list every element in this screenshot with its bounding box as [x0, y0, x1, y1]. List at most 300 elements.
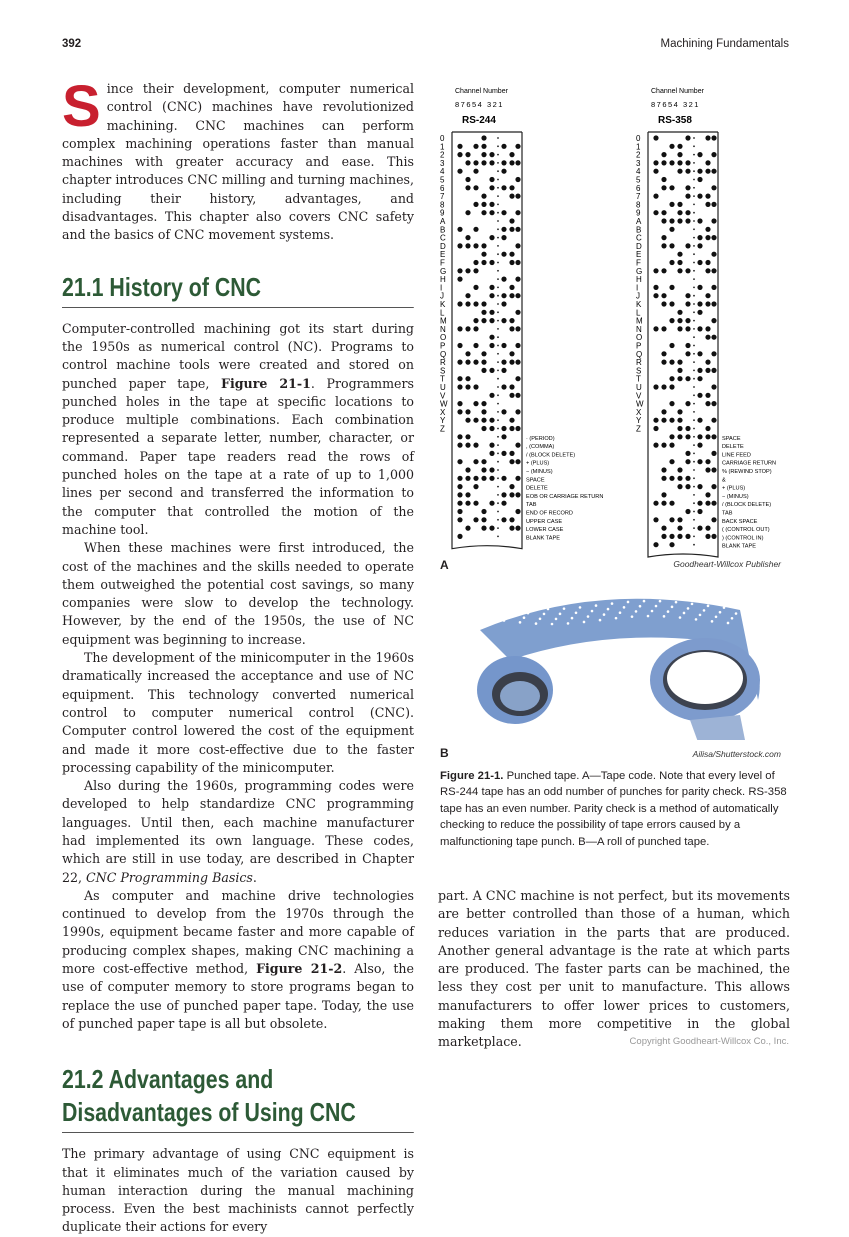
sprocket-hole [497, 477, 499, 479]
punch-hole [489, 185, 494, 190]
punch-hole [711, 434, 716, 439]
photo-hole [563, 607, 566, 610]
sprocket-hole [693, 394, 695, 396]
row-char-label: 4 [440, 167, 445, 177]
symbol-label: SPACE [722, 435, 741, 442]
punch-hole [677, 152, 682, 157]
punch-hole [465, 210, 470, 215]
punch-hole [457, 268, 462, 273]
punch-hole [457, 376, 462, 381]
punch-hole [501, 277, 506, 282]
punch-hole [465, 526, 470, 531]
punch-hole [473, 459, 478, 464]
punch-hole [711, 501, 716, 506]
punch-hole [711, 218, 716, 223]
punch-hole [669, 534, 674, 539]
photo-hole [715, 616, 718, 619]
punch-hole [711, 467, 716, 472]
row-char-label: B [440, 225, 446, 235]
punch-hole [705, 235, 710, 240]
punch-hole [489, 393, 494, 398]
punch-hole [501, 210, 506, 215]
punch-hole [501, 409, 506, 414]
punch-hole [481, 509, 486, 514]
punch-hole [685, 351, 690, 356]
punch-hole [697, 393, 702, 398]
punch-hole [501, 492, 506, 497]
punch-hole [457, 492, 462, 497]
row-char-label: A [636, 217, 642, 226]
punch-hole [489, 310, 494, 315]
punch-hole [457, 409, 462, 414]
sprocket-hole [693, 419, 695, 421]
symbol-label: / (BLOCK DELETE) [526, 452, 576, 459]
punch-hole [669, 144, 674, 149]
punch-hole [465, 418, 470, 423]
row-char-label: I [636, 283, 639, 293]
sprocket-hole [693, 170, 695, 172]
row-char-label: F [440, 258, 445, 268]
paragraph: As computer and machine drive technologies continued to develop from the 1970s through the 1990s, equipment became faster and more capable of producing complex shapes, making CNC machining a more cost-effective method, Figure 21-2. Also, the use of computer memory to store programs began to replace the use of punched paper tape. Today, the use of punched paper tape is all but obsolete. [62, 887, 414, 1031]
punch-hole [509, 459, 514, 464]
punch-hole [677, 252, 682, 257]
symbol-label: LOWER CASE [526, 527, 564, 534]
punch-hole [711, 152, 716, 157]
punch-hole [661, 418, 666, 423]
punch-hole [685, 318, 690, 323]
punch-hole [515, 360, 520, 365]
punch-hole [661, 326, 666, 331]
punch-hole [481, 360, 486, 365]
punch-hole [509, 351, 514, 356]
punch-hole [481, 467, 486, 472]
row-char-label: Z [440, 424, 445, 434]
punch-hole [711, 169, 716, 174]
photo-hole [711, 620, 714, 623]
sprocket-hole [693, 527, 695, 529]
symbol-label: BACK SPACE [722, 518, 758, 525]
row-char-label: Z [636, 424, 641, 434]
punch-hole [481, 368, 486, 373]
punch-hole [501, 360, 506, 365]
row-char-label: X [636, 407, 642, 417]
punch-hole [501, 384, 506, 389]
sprocket-hole [497, 494, 499, 496]
punch-hole [653, 384, 658, 389]
punch-hole [465, 152, 470, 157]
punch-hole [685, 243, 690, 248]
punch-hole [501, 343, 506, 348]
punch-hole [705, 492, 710, 497]
punch-hole [669, 218, 674, 223]
punch-hole [669, 376, 674, 381]
punch-hole [509, 152, 514, 157]
punch-hole [711, 285, 716, 290]
photo-hole [631, 615, 634, 618]
punch-hole [677, 426, 682, 431]
photo-hole [635, 610, 638, 613]
sprocket-hole [693, 428, 695, 430]
punch-hole [509, 227, 514, 232]
sprocket-hole [497, 378, 499, 380]
sprocket-hole [497, 486, 499, 488]
punch-hole [661, 152, 666, 157]
punch-hole [473, 301, 478, 306]
symbol-label: DELETE [526, 485, 548, 492]
punch-hole [509, 252, 514, 257]
punch-hole [711, 301, 716, 306]
photo-hole [551, 623, 554, 626]
punch-hole [481, 301, 486, 306]
row-char-label: E [636, 250, 642, 260]
row-char-label: 3 [636, 158, 641, 168]
punch-hole [697, 443, 702, 448]
sprocket-hole [693, 536, 695, 538]
tape-name: RS-358 [658, 115, 692, 126]
punch-hole [501, 293, 506, 298]
punch-hole [489, 318, 494, 323]
sprocket-hole [497, 394, 499, 396]
punch-hole [489, 177, 494, 182]
punch-hole [711, 368, 716, 373]
punch-hole [677, 210, 682, 215]
punch-hole [481, 194, 486, 199]
punch-hole [711, 185, 716, 190]
photo-hole [703, 609, 706, 612]
punch-hole [697, 235, 702, 240]
punch-hole [481, 310, 486, 315]
punch-hole [457, 343, 462, 348]
punch-hole [457, 443, 462, 448]
punch-hole [509, 260, 514, 265]
symbol-label: BLANK TAPE [722, 543, 756, 550]
row-char-label: W [636, 399, 644, 409]
punch-hole [473, 443, 478, 448]
sprocket-hole [693, 262, 695, 264]
punch-hole [481, 351, 486, 356]
sprocket-hole [497, 370, 499, 372]
punch-hole [661, 492, 666, 497]
punch-hole [697, 526, 702, 531]
punch-hole [481, 476, 486, 481]
symbol-label: ) (CONTROL IN) [722, 535, 764, 542]
row-char-label: 9 [440, 208, 445, 218]
sprocket-hole [693, 411, 695, 413]
paragraph: The primary advantage of using CNC equipment is that it eliminates much of the variation caused by human interaction during the manual machining process. Even the best machinists cannot perfectly duplicate their actions for every [62, 1146, 414, 1235]
punch-hole [489, 260, 494, 265]
sprocket-hole [497, 278, 499, 280]
punch-hole [677, 144, 682, 149]
punch-hole [481, 401, 486, 406]
paragraph: Computer-controlled machining got its start during the 1950s as numerical control (NC). Programs to control machine tools were created and stored on punched paper tape, Figure 21-1. Programmers punched holes in the tape at specific locations to produce multiple combinations. Each combination represented a separate letter, number, character, or command. Paper tape readers read the rows of punched holes on the tape at a rate of up to 1,000 lines per second and transferred the information to the computer that controlled the motion of the machine tool. [62, 320, 414, 537]
punch-hole [509, 492, 514, 497]
punch-hole [697, 152, 702, 157]
sprocket-hole [497, 411, 499, 413]
punch-hole [465, 376, 470, 381]
running-title: Machining Fundamentals [660, 38, 789, 50]
photo-hole [675, 601, 678, 604]
photo-hole [611, 602, 614, 605]
punch-hole [669, 243, 674, 248]
symbol-label: % (REWIND STOP) [722, 469, 772, 475]
punch-hole [457, 476, 462, 481]
symbol-label: & [722, 477, 726, 484]
punch-hole [509, 285, 514, 290]
punch-hole [711, 202, 716, 207]
punch-hole [685, 169, 690, 174]
punch-hole [473, 260, 478, 265]
punch-hole [501, 185, 506, 190]
photo-hole [515, 606, 518, 609]
sprocket-hole [497, 228, 499, 230]
sprocket-hole [497, 536, 499, 538]
photo-hole [531, 607, 534, 610]
punch-hole [465, 492, 470, 497]
punch-hole [457, 243, 462, 248]
punch-hole [705, 326, 710, 331]
punch-hole [705, 401, 710, 406]
sprocket-hole [693, 336, 695, 338]
row-char-label: Q [440, 349, 447, 359]
row-char-label: 2 [440, 150, 445, 160]
punch-hole [677, 268, 682, 273]
row-char-label: O [440, 333, 447, 343]
photo-hole [627, 601, 630, 604]
punch-hole [515, 243, 520, 248]
punch-hole [661, 218, 666, 223]
punch-hole [473, 185, 478, 190]
punch-hole [481, 202, 486, 207]
punch-hole [515, 293, 520, 298]
punch-hole [515, 443, 520, 448]
punch-hole [653, 135, 658, 140]
punch-hole [489, 526, 494, 531]
punch-hole [473, 343, 478, 348]
sprocket-hole [497, 212, 499, 214]
punch-hole [457, 152, 462, 157]
punch-hole [661, 443, 666, 448]
sprocket-hole [693, 228, 695, 230]
photo-hole [663, 615, 666, 618]
row-char-label: 3 [440, 158, 445, 168]
punch-hole [711, 235, 716, 240]
punch-hole [501, 501, 506, 506]
punch-hole [501, 301, 506, 306]
sprocket-hole [693, 511, 695, 513]
row-char-label: E [440, 250, 446, 260]
punch-hole [457, 501, 462, 506]
punch-hole [677, 526, 682, 531]
sprocket-hole [693, 187, 695, 189]
punch-hole [457, 326, 462, 331]
punch-hole [685, 210, 690, 215]
punch-hole [661, 467, 666, 472]
punch-hole [669, 227, 674, 232]
punch-hole [515, 194, 520, 199]
punch-hole [509, 517, 514, 522]
sprocket-hole [693, 519, 695, 521]
sprocket-hole [693, 303, 695, 305]
symbol-label: CARRIAGE RETURN [722, 460, 777, 467]
punch-hole [697, 351, 702, 356]
symbol-label: + (PLUS) [526, 460, 550, 467]
punch-hole [705, 393, 710, 398]
punch-hole [515, 177, 520, 182]
punch-hole [661, 301, 666, 306]
figure-caption: Figure 21-1. Punched tape. A—Tape code. Note that every level of RS-244 tape has an odd number of punches for parity check. RS-358 tape has an even number. Parity check is a method of automatically checking to reduce the possibility of tape errors caused by a malfunctioning tape punch. B—A roll of punched tape. [440, 770, 787, 848]
photo-hole [687, 607, 690, 610]
punch-hole [509, 426, 514, 431]
sprocket-hole [497, 204, 499, 206]
punch-hole [697, 484, 702, 489]
punch-hole [489, 235, 494, 240]
sprocket-hole [693, 461, 695, 463]
row-char-label: U [636, 383, 642, 392]
punch-hole [653, 501, 658, 506]
punch-hole [509, 318, 514, 323]
sprocket-hole [497, 287, 499, 289]
photo-hole [519, 621, 522, 624]
punch-hole [489, 293, 494, 298]
punch-hole [661, 534, 666, 539]
punch-hole [661, 293, 666, 298]
sprocket-hole [497, 237, 499, 239]
sprocket-hole [497, 386, 499, 388]
punch-hole [661, 351, 666, 356]
punch-hole [705, 194, 710, 199]
punch-hole [685, 326, 690, 331]
punch-hole [677, 418, 682, 423]
punch-hole [697, 501, 702, 506]
punch-hole [489, 210, 494, 215]
sprocket-hole [693, 345, 695, 347]
punch-hole [711, 517, 716, 522]
row-char-label: L [440, 308, 445, 318]
punch-hole [481, 144, 486, 149]
photo-hole [571, 617, 574, 620]
punch-hole [515, 426, 520, 431]
photo-hole [699, 614, 702, 617]
punch-hole [677, 260, 682, 265]
punch-hole [677, 434, 682, 439]
row-char-label: R [636, 358, 642, 368]
photo-hole [619, 611, 622, 614]
photo-hole [731, 617, 734, 620]
paragraph: Also during the 1960s, programming codes were developed to help standardize CNC programming languages. Until then, each machine manufacturer had implemented its own language. These codes, which are still in use today, are described in Chapter 22, CNC Programming Basics. [62, 778, 414, 885]
punch-hole [515, 409, 520, 414]
row-char-label: 0 [636, 134, 641, 143]
photo-hole [503, 619, 506, 622]
punch-hole [457, 517, 462, 522]
channel-label: Channel Number [455, 88, 508, 95]
row-char-label: X [440, 407, 446, 417]
punch-hole [685, 218, 690, 223]
row-char-label: K [636, 300, 642, 309]
photo-hole [719, 611, 722, 614]
sprocket-hole [497, 187, 499, 189]
punch-hole [653, 418, 658, 423]
sprocket-hole [693, 154, 695, 156]
punch-hole [473, 160, 478, 165]
punch-hole [705, 501, 710, 506]
punch-hole [515, 492, 520, 497]
row-char-label: 0 [440, 134, 445, 143]
credit-b: Ailisa/Shutterstock.com [692, 749, 781, 759]
sprocket-hole [497, 469, 499, 471]
sprocket-hole [693, 195, 695, 197]
row-char-label: J [440, 291, 444, 301]
punch-hole [473, 243, 478, 248]
sprocket-hole [693, 386, 695, 388]
sprocket-hole [497, 270, 499, 272]
sprocket-hole [497, 511, 499, 513]
symbol-label: BLANK TAPE [526, 535, 560, 542]
punch-hole [669, 318, 674, 323]
punch-hole [677, 218, 682, 223]
sprocket-hole [693, 378, 695, 380]
sprocket-hole [497, 453, 499, 455]
punch-hole [501, 318, 506, 323]
sprocket-hole [693, 245, 695, 247]
punch-hole [685, 185, 690, 190]
punch-hole [501, 252, 506, 257]
row-char-label: 9 [636, 208, 641, 218]
symbol-label: TAB [526, 502, 537, 509]
sprocket-hole [693, 353, 695, 355]
sprocket-hole [693, 212, 695, 214]
photo-hole [507, 615, 510, 618]
punch-hole [685, 451, 690, 456]
punch-hole [711, 484, 716, 489]
symbol-label: · (PERIOD) [526, 435, 555, 442]
punch-hole [677, 476, 682, 481]
punch-hole [711, 268, 716, 273]
sprocket-hole [497, 170, 499, 172]
punch-hole [705, 467, 710, 472]
photo-hole [667, 610, 670, 613]
punch-hole [473, 401, 478, 406]
punch-hole [669, 476, 674, 481]
punch-hole [509, 160, 514, 165]
sprocket-hole [497, 336, 499, 338]
punch-hole [669, 384, 674, 389]
punch-hole [669, 202, 674, 207]
photo-hole [735, 612, 738, 615]
row-char-label: F [636, 258, 641, 268]
row-char-label: 1 [440, 142, 445, 152]
row-char-label: M [636, 316, 643, 326]
punch-hole [457, 434, 462, 439]
punch-hole [473, 326, 478, 331]
punch-hole [465, 326, 470, 331]
photo-hole [511, 610, 514, 613]
punch-hole [711, 318, 716, 323]
punch-hole [465, 443, 470, 448]
sprocket-hole [497, 461, 499, 463]
sprocket-hole [497, 195, 499, 197]
paragraph: part. A CNC machine is not perfect, but its movements are better controlled than those of a human, which reduces variation in the parts that are produced. Another general advantage is the rate at which parts are produced. The faster parts can be machined, the less they cost per unit to manufacture. This allows manufacturers to offer lower prices to customers, making them more competitive in the global marketplace. [438, 888, 790, 1050]
punch-hole [653, 210, 658, 215]
punch-hole [473, 318, 478, 323]
sprocket-hole [693, 311, 695, 313]
punch-hole [457, 277, 462, 282]
row-char-label: U [440, 383, 446, 392]
punch-hole [489, 467, 494, 472]
punch-hole [473, 227, 478, 232]
punch-hole [481, 409, 486, 414]
punch-hole [669, 434, 674, 439]
punch-hole [489, 418, 494, 423]
